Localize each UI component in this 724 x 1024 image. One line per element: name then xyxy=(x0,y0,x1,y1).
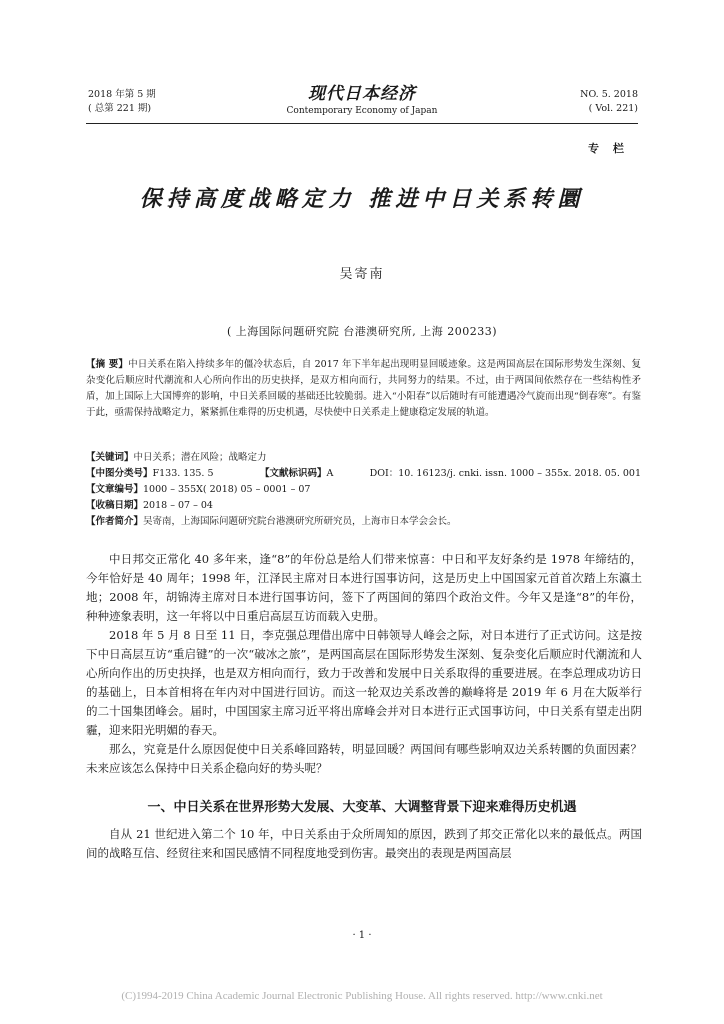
article-number-label: 【文章编号】 xyxy=(86,484,144,495)
volume-number: ( Vol. 221) xyxy=(588,103,638,114)
abstract-label: 【摘 要】 xyxy=(86,359,129,370)
received-label: 【收稿日期】 xyxy=(86,500,144,511)
received-date xyxy=(86,498,641,514)
doc-label: 【文献标识码】 xyxy=(260,468,327,479)
article-number xyxy=(86,482,641,498)
issue-number-en: NO. 5. 2018 xyxy=(580,89,638,100)
author-bio xyxy=(86,514,641,530)
keywords xyxy=(86,450,641,466)
page-number: · 1 · xyxy=(352,930,372,941)
document-code xyxy=(260,466,334,482)
doi: DOI：10. 16123/j. cnki. issn. 1000 – 355x. 2018. 05. 001 xyxy=(369,468,641,479)
article-number-value: 1000 – 355X( 2018) 05 – 0001 – 07 xyxy=(143,484,311,495)
author-affiliation: ( 上海国际问题研究院 台港澳研究所, 上海 200233) xyxy=(226,325,498,338)
header-issue-right xyxy=(580,88,638,116)
clc-label: 【中图分类号】 xyxy=(86,468,153,479)
body-paragraph-2: 2018 年 5 月 8 日至 11 日，李克强总理借出席中日韩领导人峰会之际，对日本进行了正式访问。这是按下中日高层互访“重启键”的一次“破冰之旅”，是两国高层在国际形势发生深刻、复杂变化后顺应时代潮流和人心所向作出的历史抉择，也是双方相向而行，致力于改善和发展中日关系取得的重要进展。在李总理成功访日的基础上，日本首相将在年内对中国进行回访。而这一轮双边关系改善的巅峰将是 2019 年 6 月在大阪举行的二十国集团峰会。届时，中国国家主席习近平将出席峰会并对日本进行正式国事访问，中日关系有望走出阴霾，迎来阳光明媚的春天。 xyxy=(86,628,642,737)
article-title: 保持高度战略定力 推进中日关系转圜 xyxy=(139,186,585,212)
journal-logo-cn: 现代日本经济 xyxy=(308,84,416,104)
abstract xyxy=(86,357,641,421)
issue-number: 2018 年第 5 期 xyxy=(88,89,156,100)
journal-name-en: Contemporary Economy of Japan xyxy=(286,106,438,116)
doc-value: A xyxy=(326,468,334,479)
article-author: 吴寄南 xyxy=(339,267,385,282)
column-tag: 专栏 xyxy=(588,142,638,155)
header-divider xyxy=(86,123,638,124)
keywords-label: 【关键词】 xyxy=(86,452,134,463)
received-value: 2018 – 07 – 04 xyxy=(143,500,213,511)
abstract-text: 中日关系在陷入持续多年的僵冷状态后，自 2017 年下半年起出现明显回暖迹象。这是两国高层在国际形势发生深刻、复杂变化后顺应时代潮流和人心所向作出的历史抉择，是双方相向而行，共同努力的结果。不过，由于两国间依然存在一些结构性矛盾，加上国际上大国博弈的影响，中日关系回暖的基础还比较脆弱。进入“小阳春”以后随时有可能遭遇冷气旋而出现“倒春寒”。有鉴于此，亟需保持战略定力，紧紧抓住难得的历史机遇，尽快使中日关系走上健康稳定发展的轨道。 xyxy=(86,359,642,418)
body-paragraph-4: 自从 21 世纪进入第二个 10 年，中日关系由于众所周知的原因，跌到了邦交正常化以来的最低点。两国间的战略互信、经贸往来和国民感情不同程度地受到伤害。最突出的表现是两国高层 xyxy=(86,827,642,860)
author-bio-label: 【作者简介】 xyxy=(86,516,144,527)
clc-value: F133. 135. 5 xyxy=(152,468,214,479)
total-issue-number: ( 总第 221 期) xyxy=(88,103,152,114)
section-heading-1: 一、中日关系在世界形势大发展、大变革、大调整背景下迎来难得历史机遇 xyxy=(147,800,577,815)
author-bio-text: 吴寄南，上海国际问题研究院台港澳研究所研究员，上海市日本学会会长。 xyxy=(143,516,457,527)
clc-code xyxy=(86,466,214,482)
keywords-text: 中日关系；潜在风险；战略定力 xyxy=(133,452,267,463)
copyright-watermark: (C)1994-2019 China Academic Journal Electronic Publishing House. All rights reserved. http://www.cnki.net xyxy=(121,990,603,1002)
body-paragraph-1: 中日邦交正常化 40 多年来，逢“8”的年份总是给人们带来惊喜：中日和平友好条约是 1978 年缔结的，今年恰好是 40 周年；1998 年，江泽民主席对日本进行国事访问，这是历史上中国国家元首首次踏上东瀛土地；2008 年，胡锦涛主席对日本进行国事访问，签下了两国间的第四个政治文件。今年又是逢“8”的年份，种种迹象表明，这一年将以中日重启高层互访而载入史册。 xyxy=(86,552,642,623)
body-paragraph-3: 那么，究竟是什么原因促使中日关系峰回路转，明显回暖？两国间有哪些影响双边关系转圜的负面因素？未来应该怎么保持中日关系企稳向好的势头呢？ xyxy=(86,742,642,775)
